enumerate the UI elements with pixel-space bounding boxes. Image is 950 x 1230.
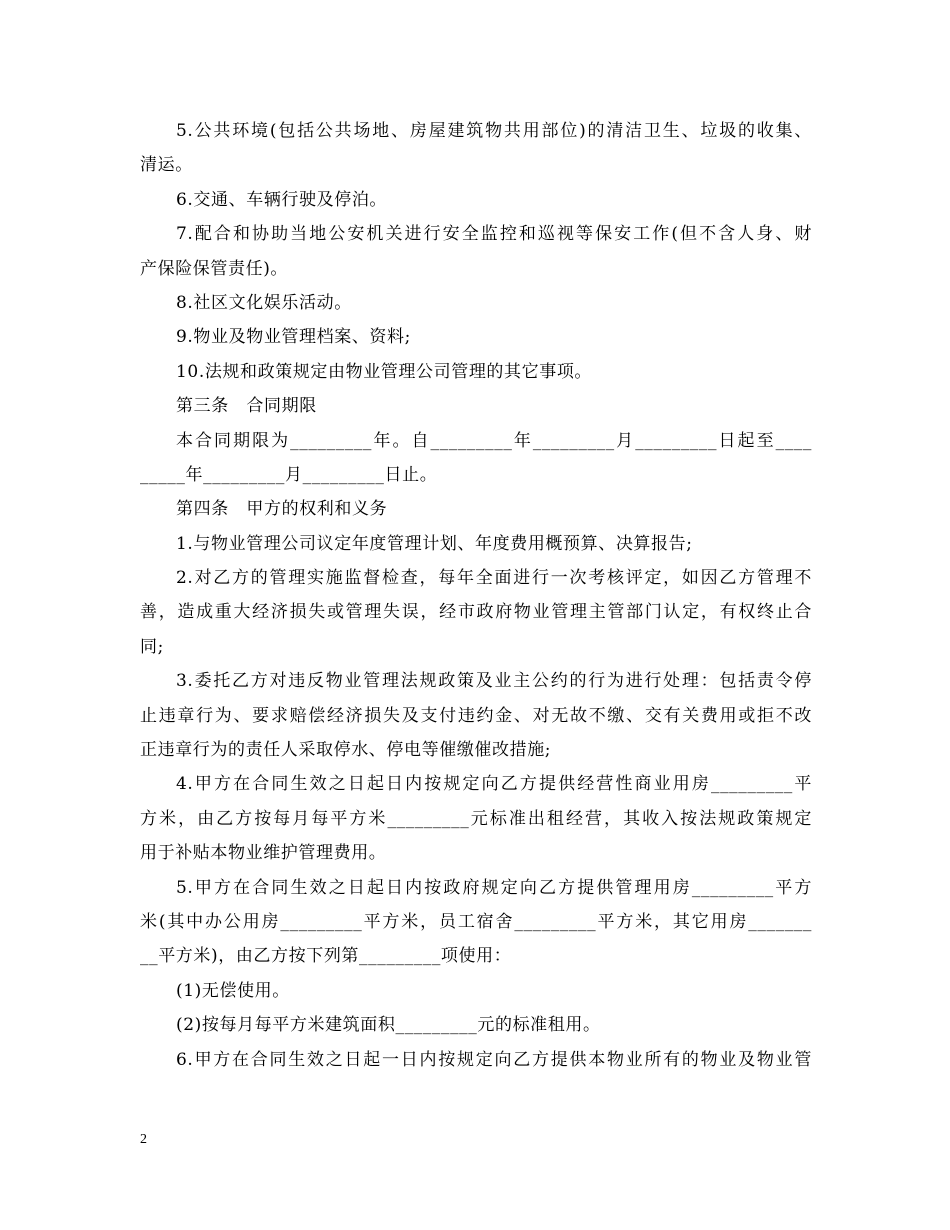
text-line: __平方米)，由乙方按下列第_________项使用： [140,946,512,967]
text-line: 6.交通、车辆行驶及停泊。 [176,189,388,210]
text-line: 清运。 [140,155,193,176]
text-line: 10.法规和政策规定由物业管理公司管理的其它事项。 [176,361,593,382]
document-body [140,114,812,1077]
text-line: 正违章行为的责任人采取停水、停电等催缴催改措施; [140,740,552,761]
text-line: 米(其中办公用房_________平方米，员工宿舍_________平方米，其它用房_______ [140,911,812,932]
text-line: 5.公共环境(包括公共场地、房屋建筑物共用部位)的清洁卫生、垃圾的收集、 [176,121,812,141]
text-line: 7.配合和协助当地公安机关进行安全监控和巡视等保安工作(但不含人身、财 [176,224,812,245]
article-heading: 第三条 合同期限 [176,396,317,417]
text-line: 5.甲方在合同生效之日起日内按政府规定向乙方提供管理用房_________平方 [176,877,812,898]
text-line: 本合同期限为_________年。自_________年_________月_________日起至____ [176,430,812,451]
text-line: 产保险保管责任)。 [140,258,289,279]
text-line: 用于补贴本物业维护管理费用。 [140,843,387,864]
text-line: 止违章行为、要求赔偿经济损失及支付违约金、对无故不缴、交有关费用或拒不改 [140,705,812,726]
text-line: (2)按每月每平方米建筑面积_________元的标准租用。 [176,1015,601,1036]
text-line: (1)无偿使用。 [176,980,290,1001]
article-heading: 第四条 甲方的权利和义务 [176,499,388,520]
text-line: 3.委托乙方对违反物业管理法规政策及业主公约的行为进行处理：包括责令停 [176,671,812,692]
text-line: 2.对乙方的管理实施监督检查，每年全面进行一次考核评定，如因乙方管理不 [176,568,812,589]
text-line: 8.社区文化娱乐活动。 [176,292,352,313]
text-line: 同; [140,636,164,657]
text-line: 方米，由乙方按每月每平方米_________元标准出租经营，其收入按法规政策规定 [140,808,812,829]
text-line: 1.与物业管理公司议定年度管理计划、年度费用概预算、决算报告; [176,533,693,554]
text-line: 9.物业及物业管理档案、资料; [176,327,411,348]
text-line: 4.甲方在合同生效之日起日内按规定向乙方提供经营性商业用房_________平 [176,774,812,795]
text-line: _____年_________月_________日止。 [140,464,438,485]
text-line: 6.甲方在合同生效之日起一日内按规定向乙方提供本物业所有的物业及物业管 [176,1049,812,1070]
text-line: 善，造成重大经济损失或管理失误，经市政府物业管理主管部门认定，有权终止合 [140,602,812,623]
page-number: 2 [140,1132,147,1147]
